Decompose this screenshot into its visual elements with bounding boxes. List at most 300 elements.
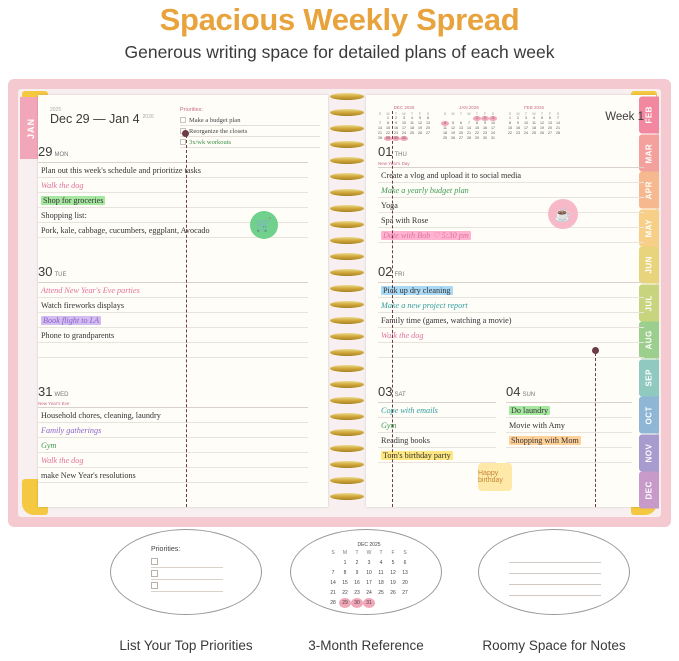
calendar-day-cell[interactable]: 10 [491, 121, 495, 125]
mini-calendar-title: JAN 2026 [459, 105, 479, 110]
note-line [509, 552, 601, 563]
calendar-day-cell[interactable]: 11 [443, 126, 447, 130]
calendar-day-cell[interactable]: 30 [483, 136, 487, 140]
calendar-day-cell[interactable]: 12 [451, 126, 455, 130]
calendar-day-cell[interactable]: 5 [541, 116, 543, 120]
right-page-content [366, 95, 656, 507]
note-line [509, 585, 601, 596]
day-entry-line[interactable] [378, 213, 644, 228]
calendar-day-cell[interactable]: 22 [475, 131, 479, 135]
calendar-day-cell[interactable]: 28 [330, 600, 336, 606]
calendar-day-cell[interactable]: 30 [351, 598, 363, 608]
day-number: 01 [378, 144, 393, 159]
calendar-day-cell[interactable]: 19 [390, 580, 396, 586]
coffee-cup-sticker: ☕ [548, 199, 578, 229]
calendar-day-cell[interactable]: 24 [402, 131, 406, 135]
spiral-ring [330, 189, 364, 196]
calendar-day-cell[interactable]: 21 [330, 590, 336, 596]
calendar-day-cell[interactable]: 16 [483, 126, 487, 130]
day-entry-line[interactable] [38, 453, 308, 468]
calendar-day-cell[interactable]: 20 [426, 126, 430, 130]
day-entry-line[interactable] [378, 313, 644, 328]
spiral-ring [330, 141, 364, 148]
weekday-header: S [331, 550, 335, 556]
day-entry-line[interactable] [378, 168, 644, 183]
calendar-day-cell[interactable]: 27 [402, 590, 408, 596]
calendar-day-cell[interactable]: 24 [366, 590, 372, 596]
weekday-header: T [540, 111, 544, 116]
weekday-header: T [475, 111, 479, 116]
week-date-range [50, 112, 154, 126]
callout-priorities-list [151, 546, 223, 592]
dashed-guide-left [186, 135, 187, 507]
mini-calendar-m1 [441, 105, 497, 141]
mini-calendar-table [327, 548, 411, 608]
calendar-day-cell[interactable]: 25 [532, 131, 536, 135]
calendar-day-cell[interactable]: 28 [467, 136, 471, 140]
calendar-day-cell[interactable]: 27 [459, 136, 463, 140]
spiral-ring [330, 397, 364, 404]
calendar-day-cell[interactable] [530, 136, 538, 141]
day-header [38, 383, 308, 401]
calendar-day-cell[interactable]: 4 [411, 116, 413, 120]
day-entry-line[interactable] [378, 328, 644, 343]
day-entry-line[interactable] [378, 198, 644, 213]
spiral-ring [330, 429, 364, 436]
day-entry-text: Pick up dry cleaning [383, 286, 451, 295]
calendar-day-cell[interactable]: 1 [387, 116, 389, 120]
left-page-year: 2025 [50, 107, 62, 113]
calendar-day-cell[interactable]: 30 [394, 136, 398, 140]
calendar-day-cell[interactable] [546, 136, 554, 141]
calendar-day-cell[interactable] [408, 136, 416, 141]
three-month-reference [376, 105, 562, 141]
page-title: Spacious Weekly Spread [159, 2, 520, 37]
calendar-day-cell[interactable]: 12 [540, 121, 544, 125]
calendar-day-cell[interactable]: 10 [366, 570, 372, 576]
month-tab-nov[interactable]: NOV [639, 435, 659, 472]
calendar-day-cell[interactable] [538, 136, 546, 141]
calendar-day-cell[interactable]: 28 [378, 136, 382, 140]
calendar-day-cell[interactable]: 26 [540, 131, 544, 135]
calendar-week-row [327, 588, 411, 598]
calendar-day-cell[interactable]: 7 [468, 121, 470, 125]
day-entry-line[interactable] [378, 418, 496, 433]
day-entry-line[interactable] [38, 328, 308, 343]
day-entry-line[interactable] [38, 313, 308, 328]
day-holiday-note: New Year's Day [378, 161, 410, 166]
calendar-day-cell[interactable]: 5 [391, 560, 395, 566]
calendar-day-cell[interactable]: 24 [491, 131, 495, 135]
day-header [506, 383, 632, 401]
spiral-ring [330, 317, 364, 324]
spiral-ring [330, 461, 364, 468]
day-entry-text: Walk the dog [41, 456, 84, 465]
calendar-week-row [327, 568, 411, 578]
day-entry-line[interactable] [378, 403, 496, 418]
calendar-day-cell[interactable] [327, 558, 339, 568]
day-entry-text: Shopping list: [41, 211, 87, 220]
calendar-day-cell[interactable]: 15 [386, 126, 390, 130]
priorities-title: Priorities: [180, 107, 203, 113]
birthday-cake-sticker: Happy birthday [478, 463, 512, 491]
calendar-day-cell[interactable]: 23 [394, 131, 398, 135]
calendar-day-cell[interactable]: 28 [556, 131, 560, 135]
spiral-ring [330, 221, 364, 228]
priority-row[interactable] [180, 115, 320, 126]
calendar-day-cell[interactable]: 4 [379, 560, 383, 566]
checkbox-icon[interactable] [151, 558, 158, 565]
calendar-day-cell[interactable]: 3 [403, 116, 405, 120]
priorities-box [180, 107, 320, 148]
callout-calendar [290, 529, 442, 615]
calendar-day-cell[interactable]: 17 [491, 126, 495, 130]
calendar-day-cell[interactable]: 14 [556, 121, 560, 125]
calendar-day-cell[interactable]: 23 [516, 131, 520, 135]
calendar-day-cell[interactable]: 2 [355, 560, 359, 566]
month-tab-sep[interactable]: SEP [639, 360, 659, 397]
calendar-day-cell[interactable]: 16 [354, 580, 360, 586]
calendar-day-cell[interactable]: 18 [443, 131, 447, 135]
note-line [509, 563, 601, 574]
day-entry-text: Gym [381, 421, 397, 430]
calendar-day-cell[interactable]: 17 [524, 126, 528, 130]
calendar-day-cell[interactable]: 22 [342, 590, 348, 596]
calendar-day-cell[interactable] [399, 598, 411, 608]
spiral-ring [330, 301, 364, 308]
calendar-day-cell[interactable]: 16 [394, 126, 398, 130]
day-entry-line[interactable] [378, 283, 644, 298]
day-entry-line[interactable] [506, 403, 632, 418]
callout-priority-row[interactable] [151, 580, 223, 592]
calendar-week-row [327, 598, 411, 608]
calendar-day-cell[interactable]: 20 [459, 131, 463, 135]
calendar-day-cell[interactable] [387, 598, 399, 608]
day-entry-line[interactable] [38, 163, 308, 178]
calendar-day-cell[interactable]: 3 [367, 560, 371, 566]
day-entry-text: Book flight to LA [43, 316, 100, 325]
calendar-day-cell[interactable]: 13 [426, 121, 430, 125]
day-entry-line[interactable] [38, 193, 308, 208]
calendar-day-cell[interactable]: 10 [402, 121, 406, 125]
month-tab-dec[interactable]: DEC [639, 472, 659, 509]
calendar-day-cell[interactable]: 14 [330, 580, 336, 586]
calendar-day-cell[interactable]: 25 [410, 131, 414, 135]
month-tab-feb[interactable]: FEB [639, 97, 659, 134]
calendar-day-cell[interactable]: 13 [548, 121, 552, 125]
calendar-day-cell[interactable]: 22 [386, 131, 390, 135]
calendar-day-cell[interactable]: 13 [402, 570, 408, 576]
calendar-day-cell[interactable]: 26 [390, 590, 396, 596]
day-name: TUE [54, 272, 67, 278]
day-entry-line[interactable] [378, 298, 644, 313]
calendar-day-cell[interactable]: 11 [532, 121, 536, 125]
weekday-header: W [532, 111, 536, 116]
calendar-day-cell[interactable]: 24 [524, 131, 528, 135]
spiral-ring [330, 109, 364, 116]
calendar-week-row [441, 136, 497, 141]
month-tab-mar[interactable]: MAR [639, 135, 659, 172]
calendar-day-cell[interactable]: 2 [517, 116, 519, 120]
day-entry-text: Movie with Amy [509, 421, 565, 430]
day-entry-line[interactable] [38, 438, 308, 453]
weekday-header: F [483, 111, 487, 116]
calendar-day-cell[interactable]: 20 [548, 126, 552, 130]
calendar-day-cell[interactable]: 4 [441, 121, 449, 126]
month-tab-jul[interactable]: JUL [639, 285, 659, 322]
day-name: SUN [522, 392, 536, 398]
day-entry-line[interactable] [38, 468, 308, 483]
day-entry-line[interactable] [506, 433, 632, 448]
spiral-ring [330, 365, 364, 372]
day-entry-text: Cope with emails [381, 406, 438, 415]
day-entry-line[interactable] [38, 298, 308, 313]
calendar-day-cell[interactable]: 1 [343, 560, 347, 566]
weekday-header: M [386, 111, 390, 116]
month-tab-jun[interactable]: JUN [639, 247, 659, 284]
day-entry-text: Reading books [381, 436, 430, 445]
month-tab-jan: JAN [20, 97, 42, 159]
weekday-header: F [548, 111, 552, 116]
day-entry-text: Phone to grandparents [41, 331, 115, 340]
weekday-header: S [378, 111, 382, 116]
day-entry-line[interactable] [38, 283, 308, 298]
month-tab-apr[interactable]: APR [639, 172, 659, 209]
calendar-day-cell[interactable]: 29 [339, 598, 351, 608]
calendar-day-cell[interactable]: 9 [517, 121, 519, 125]
calendar-day-cell[interactable]: 18 [378, 580, 384, 586]
weekday-header: S [403, 550, 407, 556]
calendar-day-cell[interactable]: 1 [509, 116, 511, 120]
weekday-header: M [516, 111, 520, 116]
calendar-day-cell[interactable]: 9 [355, 570, 359, 576]
calendar-day-cell[interactable]: 31 [363, 598, 375, 608]
weekday-header: T [379, 550, 383, 556]
page-subtitle: Generous writing space for detailed plans of each week [124, 42, 555, 62]
calendar-day-cell[interactable]: 20 [402, 580, 408, 586]
day-entry-text: Gym [41, 441, 57, 450]
callout-priority-row[interactable] [151, 556, 223, 568]
calendar-week-row [376, 136, 432, 141]
day-entry-text: Date with Bob ♡ 5:30 pm [383, 231, 469, 240]
day-name: WED [54, 392, 69, 398]
calendar-day-cell[interactable] [424, 136, 432, 141]
calendar-day-cell[interactable]: 15 [475, 126, 479, 130]
calendar-day-cell[interactable]: 25 [443, 136, 447, 140]
weekday-header: T [459, 111, 463, 116]
priority-text: Make a budget plan [189, 116, 241, 124]
calendar-day-cell[interactable]: 19 [418, 126, 422, 130]
day-entry-text: Make a new project report [381, 301, 468, 310]
day-entry-line[interactable] [38, 423, 308, 438]
priority-text: 3x/wk workouts [189, 138, 232, 146]
calendar-day-cell[interactable]: 19 [451, 131, 455, 135]
day-entry-text: Pork, kale, cabbage, cucumbers, eggplant, Avocado [41, 226, 210, 235]
callout-priority-row[interactable] [151, 568, 223, 580]
calendar-day-cell[interactable]: 23 [354, 590, 360, 596]
priority-text: Reorganize the closets [189, 127, 248, 135]
calendar-day-cell[interactable]: 9 [484, 121, 486, 125]
day-number: 30 [38, 264, 53, 279]
calendar-day-cell[interactable]: 21 [467, 131, 471, 135]
day-entry-text: Attend New Year's Eve parties [41, 286, 140, 295]
day-block-03 [378, 383, 496, 463]
calendar-week-row [327, 578, 411, 588]
weekday-header: W [402, 111, 406, 116]
calendar-day-cell[interactable]: 8 [343, 570, 347, 576]
note-line [509, 574, 601, 585]
calendar-day-cell[interactable]: 29 [475, 136, 479, 140]
calendar-day-cell[interactable]: 31 [402, 136, 406, 140]
calendar-day-cell[interactable]: 5 [452, 121, 454, 125]
calendar-day-cell[interactable]: 4 [533, 116, 535, 120]
checkbox-icon[interactable] [180, 117, 186, 123]
spiral-ring [330, 477, 364, 484]
calendar-day-cell[interactable]: 17 [366, 580, 372, 586]
day-entry-line[interactable] [506, 448, 632, 463]
calendar-day-cell[interactable]: 21 [556, 126, 560, 130]
calendar-day-cell[interactable]: 22 [508, 131, 512, 135]
day-name: SAT [394, 392, 406, 398]
day-entry-text: Plan out this week's schedule and prioritize tasks [41, 166, 201, 175]
callout-calendar-month [327, 542, 411, 608]
calendar-day-cell[interactable]: 6 [403, 560, 407, 566]
calendar-day-cell[interactable]: 6 [427, 116, 429, 120]
spiral-ring [330, 173, 364, 180]
calendar-day-cell[interactable]: 13 [459, 126, 463, 130]
day-entry-line[interactable] [378, 343, 644, 358]
calendar-day-cell[interactable]: 29 [386, 136, 390, 140]
day-block-31 [38, 383, 308, 483]
calendar-day-cell[interactable]: 8 [476, 121, 478, 125]
day-entry-line[interactable] [506, 418, 632, 433]
callout-priorities [110, 529, 262, 615]
calendar-day-cell[interactable] [375, 598, 387, 608]
calendar-day-cell[interactable]: 8 [509, 121, 511, 125]
callout-priorities-title: Priorities: [151, 546, 181, 553]
day-block-02 [378, 263, 644, 358]
calendar-day-cell[interactable]: 6 [460, 121, 462, 125]
day-entry-text: Create a vlog and upload it to social media [381, 171, 522, 180]
calendar-day-cell[interactable]: 9 [395, 121, 397, 125]
weekday-header: S [508, 111, 512, 116]
calendar-day-cell[interactable]: 2 [481, 116, 489, 121]
callout-caption-priorities: List Your Top Priorities [119, 638, 253, 653]
spiral-binding [328, 93, 366, 509]
day-block-04 [506, 383, 632, 463]
day-entry-text: Family time (games, watching a movie) [381, 316, 512, 325]
calendar-day-cell[interactable]: 12 [418, 121, 422, 125]
calendar-day-cell[interactable]: 23 [483, 131, 487, 135]
calendar-day-cell[interactable]: 7 [379, 121, 381, 125]
calendar-day-cell[interactable]: 7 [557, 116, 559, 120]
calendar-day-cell[interactable]: 11 [378, 570, 384, 576]
calendar-day-cell[interactable]: 17 [402, 126, 406, 130]
calendar-day-cell[interactable]: 26 [451, 136, 455, 140]
weekday-header: S [491, 111, 495, 116]
day-entry-line[interactable] [38, 408, 308, 423]
spiral-ring [330, 253, 364, 260]
calendar-day-cell[interactable] [514, 136, 522, 141]
calendar-day-cell[interactable]: 10 [524, 121, 528, 125]
day-number: 04 [506, 384, 521, 399]
day-number: 29 [38, 144, 53, 159]
mini-calendar-table [441, 111, 497, 141]
calendar-day-cell[interactable]: 3 [489, 116, 497, 121]
day-entry-text: Watch fireworks displays [41, 301, 125, 310]
day-header [38, 263, 308, 281]
calendar-day-cell[interactable]: 18 [410, 126, 414, 130]
mini-calendar-title: FEB 2026 [523, 105, 544, 110]
calendar-day-cell[interactable]: 14 [378, 126, 382, 130]
calendar-day-cell[interactable]: 8 [387, 121, 389, 125]
calendar-day-cell[interactable]: 11 [410, 121, 414, 125]
mini-calendar-title: DEC 2025 [357, 542, 381, 548]
calendar-day-cell[interactable]: 5 [419, 116, 421, 120]
month-tab-may[interactable]: MAY [639, 210, 659, 247]
spiral-ring [330, 157, 364, 164]
calendar-day-cell[interactable] [416, 136, 424, 141]
spiral-ring [330, 285, 364, 292]
mini-calendar-table [376, 111, 432, 141]
day-entry-line[interactable] [378, 183, 644, 198]
calendar-day-cell[interactable]: 3 [525, 116, 527, 120]
calendar-day-cell[interactable] [554, 136, 562, 141]
weekday-header: S [443, 111, 447, 116]
calendar-day-cell[interactable]: 6 [549, 116, 551, 120]
spiral-ring [330, 269, 364, 276]
calendar-day-cell[interactable]: 21 [378, 131, 382, 135]
day-entry-text: Tom's birthday party [383, 451, 451, 460]
checkbox-icon[interactable] [151, 582, 158, 589]
calendar-day-cell[interactable]: 31 [491, 136, 495, 140]
calendar-day-cell[interactable]: 19 [540, 126, 544, 130]
day-entry-line[interactable] [378, 433, 496, 448]
calendar-day-cell[interactable]: 27 [426, 131, 430, 135]
day-entry-text: Family gatherings [41, 426, 102, 435]
month-tab-oct[interactable]: OCT [639, 397, 659, 434]
day-entry-line[interactable] [38, 343, 308, 358]
day-header [378, 143, 644, 161]
weekday-header: W [366, 550, 372, 556]
checkbox-icon[interactable] [151, 570, 158, 577]
day-entry-line[interactable] [38, 178, 308, 193]
calendar-day-cell[interactable]: 18 [532, 126, 536, 130]
calendar-day-cell[interactable]: 16 [516, 126, 520, 130]
priority-row[interactable] [180, 126, 320, 137]
dashed-guide-notes [595, 353, 596, 507]
calendar-day-cell[interactable]: 15 [342, 580, 348, 586]
calendar-day-cell[interactable]: 1 [473, 116, 481, 121]
calendar-day-cell[interactable]: 27 [548, 131, 552, 135]
calendar-day-cell[interactable]: 26 [418, 131, 422, 135]
calendar-day-cell[interactable]: 12 [390, 570, 396, 576]
calendar-day-cell[interactable]: 25 [378, 590, 384, 596]
day-entry-line[interactable] [378, 228, 644, 243]
calendar-day-cell[interactable]: 14 [467, 126, 471, 130]
day-entry-line[interactable] [378, 448, 496, 463]
calendar-day-cell[interactable] [522, 136, 530, 141]
day-header [378, 383, 496, 401]
calendar-day-cell[interactable]: 2 [395, 116, 397, 120]
day-entry-text: Walk the dog [41, 181, 84, 190]
spiral-ring [330, 381, 364, 388]
calendar-day-cell[interactable] [506, 136, 514, 141]
month-tab-aug[interactable]: AUG [639, 322, 659, 359]
calendar-day-cell[interactable]: 7 [331, 570, 335, 576]
day-entry-text: make New Year's resolutions [41, 471, 136, 480]
calendar-day-cell[interactable]: 15 [508, 126, 512, 130]
